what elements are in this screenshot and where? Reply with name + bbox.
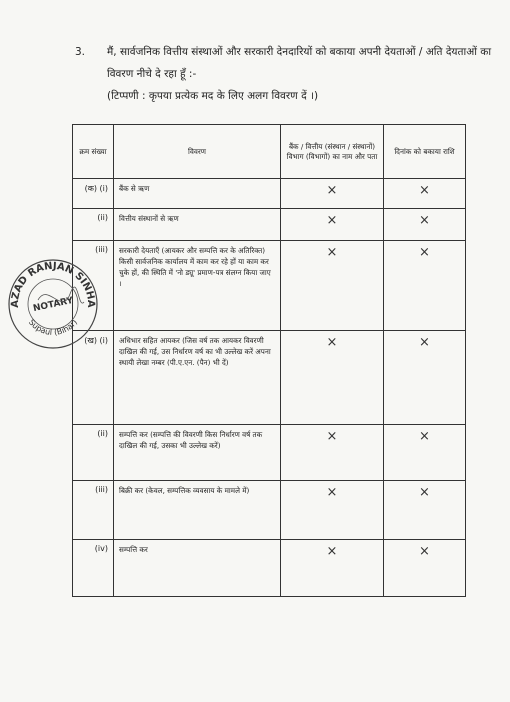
- row-sr: (ii): [73, 425, 114, 481]
- notary-stamp-icon: [4, 252, 102, 352]
- table-row: [73, 179, 466, 209]
- intro-line-1: मैं, सार्वजनिक वित्तीय संस्थाओं और सरकारी देनदारियों को बकाया अपनी देयताओं / अति देयताओं का: [107, 46, 492, 58]
- row-sr: (iii): [73, 241, 114, 331]
- row-desc: सरकारी देयताएँ (आयकर और सम्पत्ति कर के अतिरिक्त) किसी सार्वजनिक कार्यालय में काम कर रहे हों या काम कर चुके हों, की स्थिति में 'नो ड्यू' प्रमाण-पत्र संलग्न किया जाए ।: [114, 241, 281, 331]
- row-desc: सम्पत्ति कर (सम्पत्ति की विवरणी किस निर्धारण वर्ष तक दाखिल की गई, उसका भी उल्लेख करें): [114, 425, 281, 481]
- row-desc: सम्पत्ति कर: [114, 540, 281, 597]
- row-due-mark: ×: [384, 241, 466, 331]
- row-bank-mark: ×: [281, 425, 384, 481]
- table-row: [73, 241, 466, 331]
- row-bank-mark: ×: [281, 209, 384, 241]
- row-desc: वित्तीय संस्थानों से ऋण: [114, 209, 281, 241]
- row-desc: बैंक से ऋण: [114, 179, 281, 209]
- row-due-mark: ×: [384, 425, 466, 481]
- table-row: [73, 331, 466, 425]
- row-bank-mark: ×: [281, 481, 384, 540]
- intro-note: (टिप्पणी : कृपया प्रत्येक मद के लिए अलग विवरण दें ।): [107, 90, 319, 102]
- svg-text:Supaul (Bihar): [27, 318, 79, 337]
- header-due: दिनांक को बकाया राशि: [384, 125, 466, 179]
- row-bank-mark: ×: [281, 179, 384, 209]
- row-bank-mark: ×: [281, 331, 384, 425]
- row-due-mark: ×: [384, 179, 466, 209]
- item-number: 3.: [75, 46, 86, 58]
- row-sr: (ख) (i): [73, 331, 114, 425]
- row-due-mark: ×: [384, 481, 466, 540]
- stamp-center-text: NOTARY: [32, 295, 75, 315]
- header-bank: बैंक / वित्तीय (संस्थान / संस्थानों) विभाग (विभागों) का नाम और पता: [281, 125, 384, 179]
- table-header-row: [73, 125, 466, 179]
- header-desc: विवरण: [114, 125, 281, 179]
- intro-line-2: विवरण नीचे दे रहा हूँ :-: [107, 68, 197, 80]
- table-row: [73, 540, 466, 597]
- stamp-bottom-text: Supaul (Bihar): [26, 317, 80, 337]
- liabilities-table: [72, 124, 466, 597]
- table-row: [73, 209, 466, 241]
- row-desc: अधिभार सहित आयकर (जिस वर्ष तक आयकर विवरणी दाखिल की गई, उस निर्धारण वर्ष का भी उल्लेख करें अपना स्थायी लेखा नम्बर (पी.ए.एन. (पैन) भी दें): [114, 331, 281, 425]
- table-row: [73, 481, 466, 540]
- row-due-mark: ×: [384, 331, 466, 425]
- row-desc: बिक्री कर (केवल, सम्पत्तिक व्यवसाय के मामले में): [114, 481, 281, 540]
- row-bank-mark: ×: [281, 540, 384, 597]
- stamp-top-text: AZAD RANJAN SINHA: [9, 260, 97, 308]
- row-sr: (ii): [73, 209, 114, 241]
- row-due-mark: ×: [384, 540, 466, 597]
- row-sr: (iii): [73, 481, 114, 540]
- row-sr: (iv): [73, 540, 114, 597]
- header-sr: क्रम संख्या: [73, 125, 114, 179]
- table-row: [73, 425, 466, 481]
- row-bank-mark: ×: [281, 241, 384, 331]
- row-sr: (क) (i): [73, 179, 114, 209]
- row-due-mark: ×: [384, 209, 466, 241]
